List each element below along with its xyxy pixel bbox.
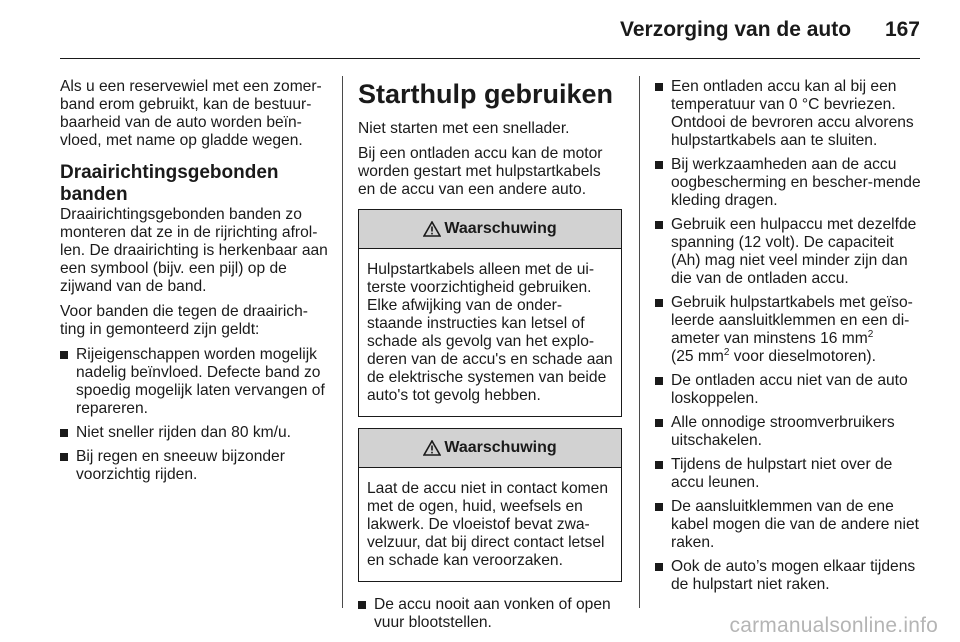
jump-start-intro-paragraph: Bij een ontladen accu kan de motor worden gestart met hulpstartkabels en de accu van een andere auto. [358,145,603,198]
spare-wheel-paragraph: Als u een reservewiel met een zomer-band erom gebruikt, kan de bestuur-baarheid van de auto worden beïn-vloed, met name op gladde wegen. [60,78,322,149]
list-item-text: Tijdens de hulpstart niet over de accu leunen. [671,456,893,491]
watermark: carmanualsonline.info [729,614,938,637]
spark-list [358,596,622,632]
warning-title: Waarschuwing [444,439,557,456]
warning-box-2 [358,428,622,582]
page-title: Verzorging van de auto [620,18,852,41]
square-bullet-icon [655,161,663,169]
list-item-text [671,294,913,365]
list-item-text: Bij werkzaamheden aan de accu oogbescherming en bescher-mende kleding dragen. [671,156,921,209]
list-item [358,596,622,632]
reverse-mount-list [60,346,330,484]
list-item-text: Bij regen en sneeuw bijzonder voorzichtig rijden. [76,448,285,483]
warning-box-header [359,429,621,468]
list-item [655,498,923,552]
superscript: 2 [723,347,730,358]
list-item-text: Gebruik een hulpaccu met dezelfde spanning (12 volt). De capaciteit (Ah) mag niet veel minder zijn dan die van de ontladen accu. [671,216,917,287]
list-item-text: Alle onnodige stroomverbruikers uitschakelen. [671,414,895,449]
list-item [655,294,923,366]
list-item [60,424,330,442]
list-item-text: De accu nooit aan vonken of open vuur blootstellen. [374,596,611,631]
square-bullet-icon [60,453,68,461]
page-header [60,18,920,48]
warning-title: Waarschuwing [444,220,557,237]
list-item [60,448,330,484]
reverse-mount-paragraph: Voor banden die tegen de draairich-ting in gemonteerd zijn geldt: [60,303,308,338]
list-item-text: Ook de auto’s mogen elkaar tijdens de hulpstart niet raken. [671,558,916,593]
cable-text-end: voor dieselmotoren). [729,348,876,365]
warning-box-header [359,210,621,249]
column-middle [358,78,622,639]
jump-start-heading: Starthulp gebruiken [358,79,614,109]
warning-triangle-icon [423,440,441,456]
list-item [655,156,923,210]
square-bullet-icon [655,419,663,427]
square-bullet-icon [655,503,663,511]
square-bullet-icon [358,601,366,609]
list-item [60,346,330,418]
square-bullet-icon [655,221,663,229]
list-item-text: Een ontladen accu kan al bij een temperatuur van 0 °C bevriezen. Ontdooi de bevroren accu alvorens hulpstartkabels aan te sluiten. [671,78,914,149]
warning-body: Laat de accu niet in contact komen met de ogen, huid, weefsels en lakwerk. De vloeistof bevat zwa-velzuur, dat bij direct contact letsel en schade kan veroorzaken. [367,480,608,569]
page-number: 167 [884,18,920,41]
column-divider-2 [639,76,640,608]
list-item-text: Niet sneller rijden dan 80 km/u. [76,424,291,441]
warning-box-1 [358,209,622,417]
square-bullet-icon [60,429,68,437]
list-item [655,78,923,150]
list-item-text: Rijeigenschappen worden mogelijk nadelig beïnvloed. Defecte band zo spoedig mogelijk laten vervangen of repareren. [76,346,325,417]
square-bullet-icon [655,461,663,469]
warning-triangle-icon [423,221,441,237]
square-bullet-icon [655,299,663,307]
jump-start-precautions-list [655,78,923,594]
list-item [655,414,923,450]
square-bullet-icon [655,377,663,385]
list-item-text: De aansluitklemmen van de ene kabel mogen die van de andere niet raken. [671,498,919,551]
cable-text-diesel: (25 mm [671,348,724,365]
superscript: 2 [867,329,874,340]
no-fast-charger-paragraph: Niet starten met een snellader. [358,120,570,137]
header-rule [60,58,920,59]
list-item [655,216,923,288]
directional-tyres-heading: Draairichtingsgebonden banden [60,162,279,205]
column-divider-1 [342,76,343,608]
square-bullet-icon [655,83,663,91]
list-item [655,372,923,408]
square-bullet-icon [60,351,68,359]
square-bullet-icon [655,563,663,571]
cable-text: Gebruik hulpstartkabels met geïso-leerde aansluitklemmen en een di-ameter van minstens 16 mm [671,294,913,347]
list-item [655,558,923,594]
directional-tyres-paragraph: Draairichtingsgebonden banden zo monteren dat ze in de rijrichting afrol-len. De draairichting is herkenbaar aan een symbool (bijv. een pijl) op de zijwand van de band. [60,206,328,295]
list-item-text: De ontladen accu niet van de auto loskoppelen. [671,372,908,407]
column-right [655,78,923,601]
column-left [60,78,330,491]
warning-body: Hulpstartkabels alleen met de ui-terste voorzichtigheid gebruiken. Elke afwijking van de onder-staande instructies kan letsel of schade als gevolg van het explo-deren van de accu's en schade aan de elektrische systemen van beide auto's tot gevolg hebben. [367,261,613,404]
list-item [655,456,923,492]
